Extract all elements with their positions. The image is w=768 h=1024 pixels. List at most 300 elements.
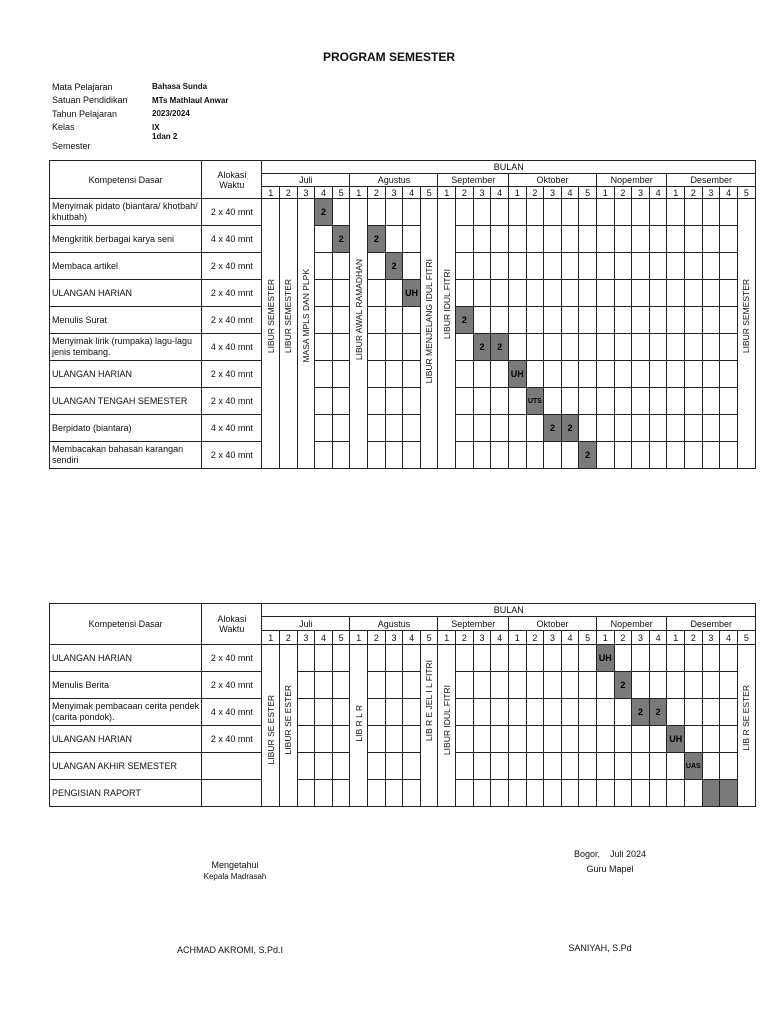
month-header: Agustus bbox=[350, 174, 438, 187]
week-cell bbox=[720, 280, 738, 307]
principal-name: ACHMAD AKROMI, S.Pd.I bbox=[176, 945, 284, 955]
principal-role: Kepala Madrasah bbox=[203, 872, 267, 881]
week-number: 4 bbox=[720, 187, 738, 199]
week-cell bbox=[596, 753, 614, 780]
week-cell bbox=[491, 699, 509, 726]
month-header: Juli bbox=[262, 174, 350, 187]
week-cell bbox=[544, 334, 562, 361]
week-cell bbox=[596, 726, 614, 753]
week-number: 2 bbox=[526, 631, 544, 645]
alokasi-waktu-cell: 2 x 40 mnt bbox=[202, 361, 262, 388]
week-cell bbox=[632, 726, 650, 753]
week-cell bbox=[332, 726, 350, 753]
week-cell bbox=[473, 699, 491, 726]
week-number: 4 bbox=[491, 187, 509, 199]
week-cell bbox=[614, 307, 632, 334]
week-cell bbox=[385, 334, 403, 361]
week-cell bbox=[491, 645, 509, 672]
week-cell bbox=[332, 280, 350, 307]
week-cell bbox=[297, 753, 315, 780]
week-cell bbox=[508, 780, 526, 807]
week-cell bbox=[720, 699, 738, 726]
alokasi-waktu-cell: 2 x 40 mnt bbox=[202, 645, 262, 672]
holiday-label: MASA MPLS DAN PLPK bbox=[300, 269, 311, 363]
week-cell bbox=[614, 726, 632, 753]
week-cell bbox=[508, 388, 526, 415]
week-cell bbox=[544, 442, 562, 469]
week-cell bbox=[702, 361, 720, 388]
week-cell bbox=[315, 780, 333, 807]
week-cell bbox=[614, 199, 632, 226]
month-header: September bbox=[438, 174, 508, 187]
month-header: Nopember bbox=[596, 174, 666, 187]
header-bulan: BULAN bbox=[262, 604, 756, 617]
week-cell bbox=[596, 780, 614, 807]
week-cell bbox=[526, 442, 544, 469]
week-cell bbox=[456, 253, 474, 280]
week-number: 1 bbox=[508, 631, 526, 645]
alokasi-waktu-cell: 4 x 40 mnt bbox=[202, 226, 262, 253]
week-number: 4 bbox=[403, 631, 421, 645]
week-cell bbox=[491, 672, 509, 699]
month-header: Desember bbox=[667, 617, 756, 631]
week-cell bbox=[720, 415, 738, 442]
week-cell bbox=[297, 645, 315, 672]
week-cell bbox=[473, 226, 491, 253]
week-cell bbox=[491, 361, 509, 388]
week-cell bbox=[385, 361, 403, 388]
info-value: MTs Mathlaul Anwar bbox=[152, 95, 229, 105]
week-cell bbox=[579, 699, 597, 726]
week-cell bbox=[491, 780, 509, 807]
week-cell bbox=[456, 645, 474, 672]
week-cell bbox=[579, 672, 597, 699]
week-cell bbox=[561, 199, 579, 226]
week-cell bbox=[579, 253, 597, 280]
week-cell bbox=[456, 199, 474, 226]
kompetensi-dasar-cell: PENGISIAN RAPORT bbox=[50, 780, 202, 807]
week-cell bbox=[596, 226, 614, 253]
week-number: 2 bbox=[368, 631, 386, 645]
week-cell bbox=[403, 415, 421, 442]
week-cell bbox=[702, 672, 720, 699]
week-cell bbox=[632, 253, 650, 280]
signature-right bbox=[555, 849, 665, 874]
week-cell bbox=[332, 199, 350, 226]
week-cell bbox=[702, 645, 720, 672]
week-number: 5 bbox=[737, 631, 755, 645]
week-number: 2 bbox=[456, 631, 474, 645]
week-cell bbox=[544, 672, 562, 699]
week-cell bbox=[720, 334, 738, 361]
info-label: Tahun Pelajaran bbox=[52, 108, 118, 119]
week-cell bbox=[508, 672, 526, 699]
week-cell bbox=[526, 199, 544, 226]
week-cell bbox=[368, 645, 386, 672]
week-cell bbox=[561, 226, 579, 253]
week-cell bbox=[579, 726, 597, 753]
week-cell bbox=[473, 280, 491, 307]
week-cell bbox=[561, 726, 579, 753]
week-cell bbox=[667, 442, 685, 469]
week-cell bbox=[632, 780, 650, 807]
week-cell bbox=[649, 199, 667, 226]
header-kompetensi-dasar: Kompetensi Dasar bbox=[50, 604, 202, 645]
holiday-label: LIBUR SE ESTER bbox=[265, 695, 276, 765]
week-cell bbox=[526, 253, 544, 280]
week-number: 3 bbox=[385, 187, 403, 199]
week-cell bbox=[544, 199, 562, 226]
page-title: PROGRAM SEMESTER bbox=[322, 50, 455, 64]
week-cell bbox=[403, 361, 421, 388]
week-number: 2 bbox=[456, 187, 474, 199]
kompetensi-dasar-cell: Menulis Surat bbox=[50, 307, 202, 334]
week-cell bbox=[315, 253, 333, 280]
week-number: 2 bbox=[685, 187, 703, 199]
week-cell bbox=[632, 645, 650, 672]
alokasi-waktu-cell: 2 x 40 mnt bbox=[202, 307, 262, 334]
week-cell bbox=[632, 672, 650, 699]
week-cell bbox=[526, 280, 544, 307]
table-row bbox=[50, 307, 756, 334]
week-cell bbox=[473, 753, 491, 780]
week-number: 4 bbox=[315, 631, 333, 645]
week-number: 2 bbox=[614, 187, 632, 199]
alokasi-waktu-cell: 4 x 40 mnt bbox=[202, 699, 262, 726]
week-cell bbox=[544, 280, 562, 307]
week-cell bbox=[385, 645, 403, 672]
week-cell bbox=[508, 280, 526, 307]
week-cell bbox=[508, 699, 526, 726]
table-row bbox=[50, 388, 756, 415]
week-cell bbox=[385, 388, 403, 415]
week-cell bbox=[667, 645, 685, 672]
week-cell bbox=[403, 726, 421, 753]
week-cell bbox=[702, 280, 720, 307]
week-cell bbox=[685, 334, 703, 361]
week-cell bbox=[667, 334, 685, 361]
week-cell bbox=[403, 753, 421, 780]
week-cell bbox=[544, 645, 562, 672]
week-cell bbox=[685, 645, 703, 672]
holiday-column bbox=[297, 199, 315, 469]
week-cell bbox=[526, 699, 544, 726]
week-number: 5 bbox=[737, 187, 755, 199]
week-cell bbox=[332, 753, 350, 780]
week-cell bbox=[385, 753, 403, 780]
alokasi-waktu-cell bbox=[202, 780, 262, 807]
info-value: IX bbox=[152, 122, 160, 132]
alokasi-waktu-cell: 2 x 40 mnt bbox=[202, 199, 262, 226]
week-cell bbox=[385, 199, 403, 226]
table-row bbox=[50, 226, 756, 253]
alokasi-waktu-cell: 2 x 40 mnt bbox=[202, 726, 262, 753]
week-cell bbox=[667, 415, 685, 442]
week-cell bbox=[368, 307, 386, 334]
week-cell bbox=[332, 253, 350, 280]
week-cell bbox=[561, 753, 579, 780]
week-cell bbox=[614, 780, 632, 807]
schedule-mark: UTS bbox=[526, 388, 544, 415]
week-cell bbox=[614, 753, 632, 780]
week-cell bbox=[561, 442, 579, 469]
schedule-mark: 2 bbox=[332, 226, 350, 253]
week-cell bbox=[315, 415, 333, 442]
kompetensi-dasar-cell: Menulis Berita bbox=[50, 672, 202, 699]
week-cell bbox=[614, 415, 632, 442]
week-number: 3 bbox=[473, 187, 491, 199]
week-cell bbox=[649, 280, 667, 307]
week-cell bbox=[385, 780, 403, 807]
week-cell bbox=[667, 307, 685, 334]
week-number: 1 bbox=[667, 631, 685, 645]
week-cell bbox=[403, 199, 421, 226]
table-row bbox=[50, 672, 756, 699]
week-cell bbox=[508, 199, 526, 226]
week-cell bbox=[561, 280, 579, 307]
week-number: 4 bbox=[403, 187, 421, 199]
week-cell bbox=[667, 672, 685, 699]
schedule-mark: 2 bbox=[614, 672, 632, 699]
week-cell bbox=[579, 388, 597, 415]
info-label: Mata Pelajaran bbox=[52, 81, 113, 92]
week-cell bbox=[297, 672, 315, 699]
holiday-label: LIBUR IDUL FITRI bbox=[441, 269, 452, 340]
week-cell bbox=[368, 780, 386, 807]
week-cell bbox=[473, 415, 491, 442]
week-cell bbox=[667, 253, 685, 280]
week-number: 3 bbox=[473, 631, 491, 645]
alokasi-waktu-cell: 2 x 40 mnt bbox=[202, 442, 262, 469]
teacher-name: SANIYAH, S.Pd bbox=[568, 943, 632, 953]
week-cell bbox=[297, 780, 315, 807]
month-header: Nopember bbox=[596, 617, 666, 631]
week-cell bbox=[702, 334, 720, 361]
week-cell bbox=[332, 699, 350, 726]
week-cell bbox=[526, 672, 544, 699]
week-cell bbox=[614, 442, 632, 469]
week-cell bbox=[685, 253, 703, 280]
week-cell bbox=[491, 280, 509, 307]
week-number: 1 bbox=[438, 631, 456, 645]
week-number: 4 bbox=[491, 631, 509, 645]
week-cell bbox=[332, 672, 350, 699]
week-cell bbox=[702, 442, 720, 469]
week-cell bbox=[315, 226, 333, 253]
week-cell bbox=[368, 726, 386, 753]
week-cell bbox=[632, 199, 650, 226]
table-row bbox=[50, 726, 756, 753]
week-cell bbox=[332, 334, 350, 361]
week-cell bbox=[596, 672, 614, 699]
week-cell bbox=[385, 415, 403, 442]
week-cell bbox=[473, 388, 491, 415]
week-cell bbox=[579, 361, 597, 388]
week-cell bbox=[632, 442, 650, 469]
week-cell bbox=[720, 226, 738, 253]
holiday-label: LIBUR IDUL FITRI bbox=[441, 685, 452, 756]
week-cell bbox=[385, 226, 403, 253]
week-cell bbox=[368, 199, 386, 226]
week-cell bbox=[315, 726, 333, 753]
week-number: 1 bbox=[350, 187, 368, 199]
week-cell bbox=[649, 253, 667, 280]
info-value: 2023/2024 bbox=[152, 109, 190, 119]
week-cell bbox=[332, 415, 350, 442]
week-cell bbox=[596, 334, 614, 361]
week-cell bbox=[368, 334, 386, 361]
week-cell bbox=[368, 415, 386, 442]
week-cell bbox=[473, 253, 491, 280]
week-cell bbox=[297, 699, 315, 726]
week-cell bbox=[649, 672, 667, 699]
week-cell bbox=[685, 199, 703, 226]
week-cell bbox=[667, 199, 685, 226]
week-number: 3 bbox=[544, 187, 562, 199]
week-cell bbox=[315, 442, 333, 469]
week-number: 5 bbox=[420, 631, 438, 645]
week-cell bbox=[596, 415, 614, 442]
week-cell bbox=[332, 307, 350, 334]
schedule-mark: 2 bbox=[561, 415, 579, 442]
week-cell bbox=[456, 415, 474, 442]
week-cell bbox=[649, 226, 667, 253]
week-cell bbox=[544, 699, 562, 726]
header-alokasi-waktu: Alokasi Waktu bbox=[202, 161, 262, 199]
week-cell bbox=[385, 726, 403, 753]
week-cell bbox=[315, 672, 333, 699]
week-cell bbox=[667, 280, 685, 307]
week-cell bbox=[614, 699, 632, 726]
week-cell bbox=[473, 442, 491, 469]
week-cell bbox=[332, 361, 350, 388]
week-cell bbox=[526, 334, 544, 361]
info-value: Bahasa Sunda bbox=[152, 82, 208, 92]
schedule-mark: 2 bbox=[385, 253, 403, 280]
week-cell bbox=[649, 334, 667, 361]
schedule-mark: 2 bbox=[315, 199, 333, 226]
table-row bbox=[50, 645, 756, 672]
week-number: 2 bbox=[526, 187, 544, 199]
week-cell bbox=[720, 199, 738, 226]
holiday-column bbox=[350, 199, 368, 469]
week-cell bbox=[667, 361, 685, 388]
week-cell bbox=[561, 334, 579, 361]
info-value: 1dan 2 bbox=[152, 132, 178, 141]
week-cell bbox=[473, 672, 491, 699]
week-cell bbox=[491, 753, 509, 780]
alokasi-waktu-cell: 2 x 40 mnt bbox=[202, 388, 262, 415]
holiday-column bbox=[350, 645, 368, 807]
week-number: 2 bbox=[685, 631, 703, 645]
week-cell bbox=[491, 388, 509, 415]
info-label: Kelas bbox=[52, 122, 75, 133]
week-cell bbox=[632, 388, 650, 415]
kompetensi-dasar-cell: Menyimak lirik (rumpaka) lagu-lagu jenis tembang. bbox=[50, 334, 202, 361]
week-cell bbox=[332, 442, 350, 469]
week-cell bbox=[368, 253, 386, 280]
week-cell bbox=[702, 699, 720, 726]
kompetensi-dasar-cell: Membaca artikel bbox=[50, 253, 202, 280]
schedule-mark: 2 bbox=[473, 334, 491, 361]
week-cell bbox=[315, 334, 333, 361]
week-cell bbox=[561, 780, 579, 807]
month-header: September bbox=[438, 617, 508, 631]
schedule-mark: 2 bbox=[491, 334, 509, 361]
kompetensi-dasar-cell: Menyimak pidato (biantara/ khotbah/ khutbah) bbox=[50, 199, 202, 226]
week-cell bbox=[685, 388, 703, 415]
week-cell bbox=[685, 672, 703, 699]
week-number: 1 bbox=[350, 631, 368, 645]
week-number: 5 bbox=[332, 187, 350, 199]
kompetensi-dasar-cell: Membacakan bahasan karangan sendiri bbox=[50, 442, 202, 469]
week-cell bbox=[649, 753, 667, 780]
alokasi-waktu-cell bbox=[202, 753, 262, 780]
week-cell bbox=[685, 726, 703, 753]
kompetensi-dasar-cell: ULANGAN AKHIR SEMESTER bbox=[50, 753, 202, 780]
week-cell bbox=[544, 307, 562, 334]
week-number: 3 bbox=[544, 631, 562, 645]
teacher-role: Guru Mapel bbox=[586, 864, 634, 874]
table-row bbox=[50, 415, 756, 442]
week-cell bbox=[508, 334, 526, 361]
week-cell bbox=[508, 442, 526, 469]
week-cell bbox=[632, 280, 650, 307]
week-cell bbox=[614, 645, 632, 672]
week-cell bbox=[526, 780, 544, 807]
week-cell bbox=[473, 726, 491, 753]
schedule-mark: UH bbox=[403, 280, 421, 307]
week-number: 2 bbox=[614, 631, 632, 645]
week-cell bbox=[403, 334, 421, 361]
week-cell bbox=[720, 253, 738, 280]
holiday-column bbox=[438, 199, 456, 469]
holiday-label: LIBUR SEMESTER bbox=[283, 279, 294, 354]
week-cell bbox=[385, 672, 403, 699]
week-cell bbox=[579, 280, 597, 307]
week-cell bbox=[596, 699, 614, 726]
week-cell bbox=[614, 280, 632, 307]
week-cell bbox=[614, 253, 632, 280]
week-cell bbox=[491, 253, 509, 280]
week-cell bbox=[702, 253, 720, 280]
week-number: 4 bbox=[561, 631, 579, 645]
week-cell bbox=[491, 226, 509, 253]
week-cell bbox=[614, 361, 632, 388]
week-cell bbox=[526, 645, 544, 672]
table-row bbox=[50, 699, 756, 726]
week-cell bbox=[579, 645, 597, 672]
week-cell bbox=[315, 361, 333, 388]
schedule-table-semester-1 bbox=[49, 160, 756, 469]
week-number: 5 bbox=[579, 631, 597, 645]
week-number: 1 bbox=[438, 187, 456, 199]
week-number: 5 bbox=[579, 187, 597, 199]
week-number: 1 bbox=[262, 631, 280, 645]
week-cell bbox=[315, 753, 333, 780]
month-header: Oktober bbox=[508, 617, 596, 631]
week-cell bbox=[456, 334, 474, 361]
week-cell bbox=[561, 699, 579, 726]
week-cell bbox=[561, 672, 579, 699]
week-cell bbox=[508, 226, 526, 253]
week-number: 4 bbox=[649, 187, 667, 199]
week-cell bbox=[544, 388, 562, 415]
header-kompetensi-dasar: Kompetensi Dasar bbox=[50, 161, 202, 199]
week-cell bbox=[720, 645, 738, 672]
week-cell bbox=[649, 415, 667, 442]
week-number: 4 bbox=[720, 631, 738, 645]
